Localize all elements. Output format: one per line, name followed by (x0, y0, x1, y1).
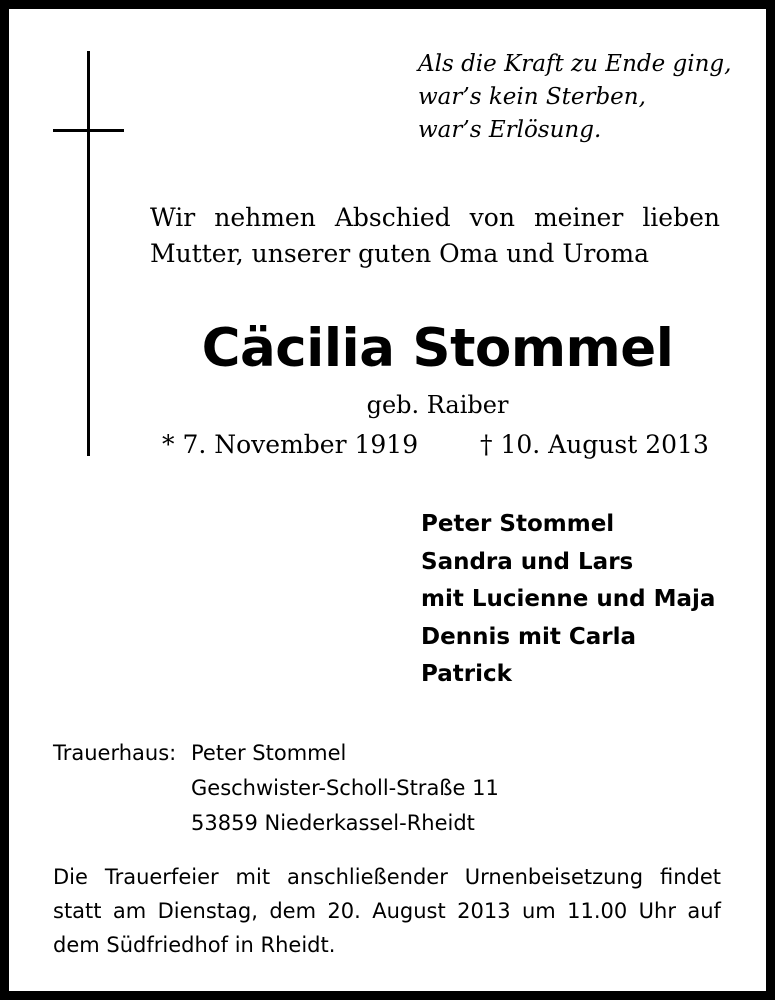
mourner-line: Peter Stommel (421, 511, 615, 537)
ceremony-word: Die (53, 865, 88, 889)
mourner-line: mit Lucienne und Maja (421, 586, 716, 612)
address-name: Peter Stommel (191, 741, 347, 765)
mourning-house-address (53, 736, 499, 841)
ceremony-word: auf (687, 899, 721, 923)
ceremony-word: Dienstag, (157, 899, 258, 923)
ceremony-info (53, 860, 721, 962)
intro-line (150, 200, 720, 236)
death-date: † 10. August 2013 (480, 430, 709, 459)
ceremony-word: statt (53, 899, 102, 923)
intro-word: nehmen (214, 203, 316, 232)
motto-line: war’s Erlösung. (418, 117, 602, 143)
mourner-line: Dennis mit Carla (421, 623, 637, 650)
ceremony-word: Urnenbeisetzung (464, 865, 644, 889)
address-row (53, 736, 499, 771)
ceremony-word: mit (235, 865, 271, 889)
ceremony-line: dem Südfriedhof in Rheidt. (53, 933, 336, 957)
intro-word: lieben (642, 203, 720, 232)
mourner-line: Sandra und Lars (421, 548, 634, 575)
intro-word: meiner (533, 203, 624, 232)
ceremony-word: am (112, 899, 147, 923)
farewell-intro (150, 200, 720, 272)
ceremony-word: anschließender (286, 865, 448, 889)
ceremony-word: August (372, 899, 446, 923)
intro-word: Abschied (334, 203, 451, 232)
ceremony-word: Trauerfeier (104, 865, 219, 889)
cross-horizontal-bar (53, 129, 124, 132)
address-label: Trauerhaus: (53, 741, 177, 765)
motto-verse (418, 48, 731, 147)
ceremony-word: findet (659, 865, 721, 889)
motto-line: Als die Kraft zu Ende ging, (418, 51, 732, 77)
intro-line: Mutter, unserer guten Oma und Uroma (150, 239, 650, 268)
birth-date: * 7. November 1919 (162, 430, 419, 459)
mourner-line: Patrick (421, 661, 512, 687)
motto-line: war’s kein Sterben, (418, 84, 646, 110)
ceremony-word: um (521, 899, 556, 923)
deceased-name: Cäcilia Stommel (201, 318, 674, 379)
ceremony-line (53, 894, 721, 928)
ceremony-word: 2013 (457, 899, 511, 923)
ceremony-line (53, 860, 721, 894)
ceremony-word: dem (269, 899, 317, 923)
cross-vertical-bar (87, 51, 90, 456)
intro-word: von (469, 203, 515, 232)
ceremony-word: 20. (327, 899, 361, 923)
address-city: 53859 Niederkassel-Rheidt (191, 811, 475, 835)
intro-word: Wir (150, 203, 196, 232)
ceremony-word: Uhr (638, 899, 676, 923)
address-street: Geschwister-Scholl-Straße 11 (191, 776, 499, 800)
ceremony-word: 11.00 (567, 899, 628, 923)
mourners-list (421, 506, 715, 694)
maiden-name: geb. Raiber (366, 391, 509, 419)
